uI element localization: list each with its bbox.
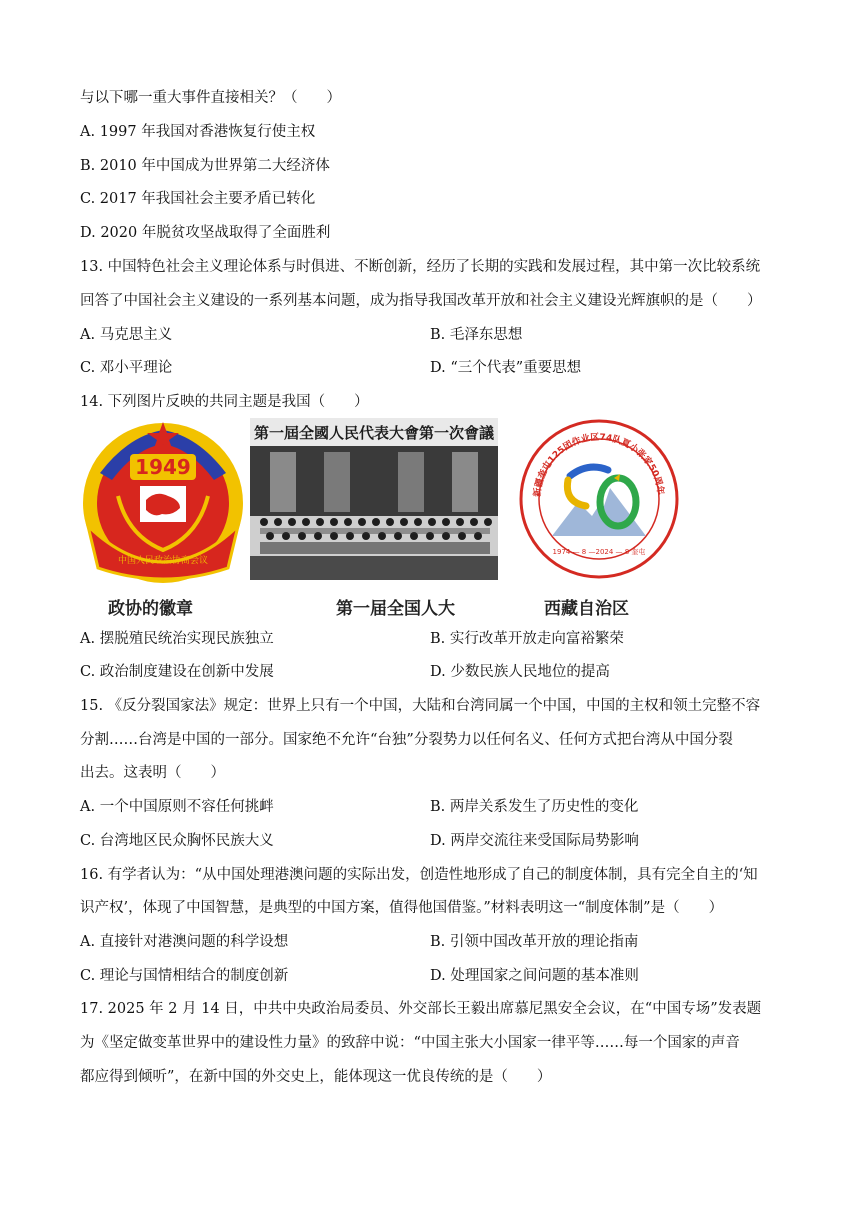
emblem-ribbon-text: 中国人民政治协商会议 [117, 556, 209, 566]
q15-option-b: B. 两岸关系发生了历史性的变化 [430, 799, 639, 815]
q12-option-b: B. 2010 年中国成为世界第二大经济体 [80, 158, 330, 174]
q13-option-d: D. “三个代表”重要思想 [430, 360, 582, 376]
emblem-year: 1949 [135, 455, 191, 479]
q17-stem-line-1: 17. 2025 年 2 月 14 日，中共中央政治局委员、外交部长王毅出席慕尼黑安全会议，在“中国专场”发表题 [80, 1001, 762, 1017]
q16-option-d: D. 处理国家之间问题的基本准则 [430, 968, 639, 984]
q13-stem-line-1: 13. 中国特色社会主义理论体系与时俱进、不断创新，经历了长期的实践和发展过程，其中第一次比较系统 [80, 259, 761, 275]
q14-stem: 14. 下列图片反映的共同主题是我国（ ） [80, 394, 369, 410]
caption-first-npc: 第一届全国人大 [336, 599, 455, 619]
q13-stem-line-2: 回答了中国社会主义建设的一系列基本问题，成为指导我国改革开放和社会主义建设光辉旗帜的是（ ） [80, 293, 762, 309]
q14-option-c: C. 政治制度建设在创新中发展 [80, 664, 274, 680]
q16-option-c: C. 理论与国情相结合的制度创新 [80, 968, 289, 984]
q14-option-d: D. 少数民族人民地位的提高 [430, 664, 610, 680]
photo-banner-text: 第一屆全國人民代表大會第一次會議 [253, 424, 495, 442]
q17-stem-line-3: 都应得到倾听”，在新中国的外交史上，能体现这一优良传统的是（ ） [80, 1069, 552, 1085]
caption-tibet-region: 西藏自治区 [544, 599, 629, 619]
q14-figures [78, 418, 698, 623]
q12-option-c: C. 2017 年我国社会主要矛盾已转化 [80, 191, 316, 207]
q12-stem-end: 与以下哪一重大事件直接相关？（ ） [80, 90, 341, 106]
logo-ring-text: 新疆奎屯125团作业区74队夏小张家50周年 [532, 432, 665, 498]
caption-cppcc-emblem: 政协的徽章 [108, 599, 193, 619]
q14-option-b: B. 实行改革开放走向富裕繁荣 [430, 631, 624, 647]
q15-option-d: D. 两岸交流往来受国际局势影响 [430, 833, 639, 849]
q15-stem-line-1: 15. 《反分裂国家法》规定：世界上只有一个中国，大陆和台湾同属一个中国，中国的主权和领土完整不容 [80, 698, 761, 714]
q14-option-a: A. 摆脱殖民统治实现民族独立 [80, 631, 274, 647]
logo-dates: 1974 — 8 —2024 — 8 奎屯 [552, 548, 646, 556]
q15-stem-line-2: 分割……台湾是中国的一部分。国家绝不允许“台独”分裂势力以任何名义、任何方式把台湾从中国分裂 [80, 732, 733, 748]
anniversary-logo-image [518, 418, 680, 580]
q12-option-a: A. 1997 年我国对香港恢复行使主权 [80, 124, 316, 140]
cppcc-emblem-image [78, 418, 248, 588]
q16-stem-line-1: 16. 有学者认为：“从中国处理港澳问题的实际出发，创造性地形成了自己的制度体制，具有完全自主的‘知 [80, 867, 758, 883]
q16-stem-line-2: 识产权’，体现了中国智慧，是典型的中国方案，值得他国借鉴。”材料表明这一“制度体制”是（ ） [80, 900, 724, 916]
q13-option-b: B. 毛泽东思想 [430, 327, 523, 343]
first-npc-photo [250, 418, 498, 580]
q17-stem-line-2: 为《坚定做变革世界中的建设性力量》的致辞中说：“中国主张大小国家一律平等……每一个国家的声音 [80, 1035, 740, 1051]
q16-option-a: A. 直接针对港澳问题的科学设想 [80, 934, 289, 950]
q12-option-d: D. 2020 年脱贫攻坚战取得了全面胜利 [80, 225, 331, 241]
q15-option-a: A. 一个中国原则不容任何挑衅 [80, 799, 274, 815]
q15-stem-line-3: 出去。这表明（ ） [80, 765, 225, 781]
q16-option-b: B. 引领中国改革开放的理论指南 [430, 934, 639, 950]
q13-option-c: C. 邓小平理论 [80, 360, 173, 376]
q15-option-c: C. 台湾地区民众胸怀民族大义 [80, 833, 274, 849]
q13-option-a: A. 马克思主义 [80, 327, 173, 343]
